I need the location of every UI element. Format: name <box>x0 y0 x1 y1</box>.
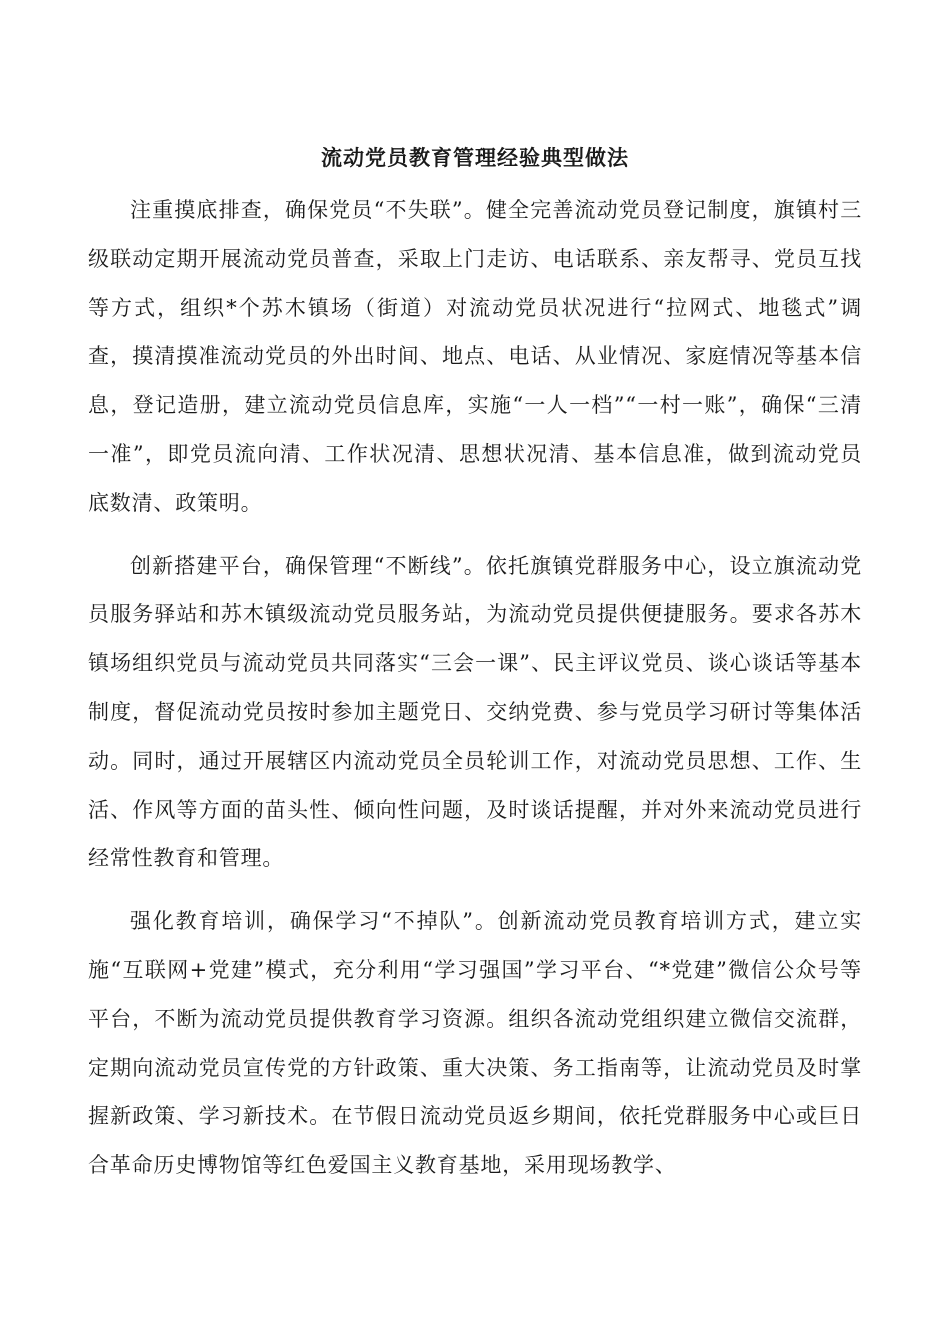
paragraph-2: 创新搭建平台，确保管理“不断线”。依托旗镇党群服务中心，设立旗流动党员服务驿站和苏木镇级流动党员服务站，为流动党员提供便捷服务。要求各苏木镇场组织党员与流动党员共同落实“三会一课”、民主评议党员、谈心谈话等基本制度，督促流动党员按时参加主题党日、交纳党费、参与党员学习研讨等集体活动。同时，通过开展辖区内流动党员全员轮训工作，对流动党员思想、工作、生活、作风等方面的苗头性、倾向性问题，及时谈话提醒，并对外来流动党员进行经常性教育和管理。 <box>88 553 862 871</box>
document-title: 流动党员教育管理经验典型做法 <box>321 145 629 170</box>
paragraph-1: 注重摸底排查，确保党员“不失联”。健全完善流动党员登记制度，旗镇村三级联动定期开展流动党员普查，采取上门走访、电话联系、亲友帮寻、党员互找等方式，组织*个苏木镇场（街道）对流动党员状况进行“拉网式、地毯式”调查，摸清摸准流动党员的外出时间、地点、电话、从业情况、家庭情况等基本信息，登记造册，建立流动党员信息库，实施“一人一档”“一村一账”，确保“三清一准”，即党员流向清、工作状况清、思想状况清、基本信息准，做到流动党员底数清、政策明。 <box>88 198 862 515</box>
document-body <box>88 186 862 1204</box>
paragraph-3: 强化教育培训，确保学习“不掉队”。创新流动党员教育培训方式，建立实施“互联网+党建”模式，充分利用“学习强国”学习平台、“*党建”微信公众号等平台，不断为流动党员提供教育学习资源。组织各流动党组织建立微信交流群，定期向流动党员宣传党的方针政策、重大决策、务工指南等，让流动党员及时掌握新政策、学习新技术。在节假日流动党员返乡期间，依托党群服务中心或巨日合革命历史博物馆等红色爱国主义教育基地，采用现场教学、 <box>88 909 862 1178</box>
